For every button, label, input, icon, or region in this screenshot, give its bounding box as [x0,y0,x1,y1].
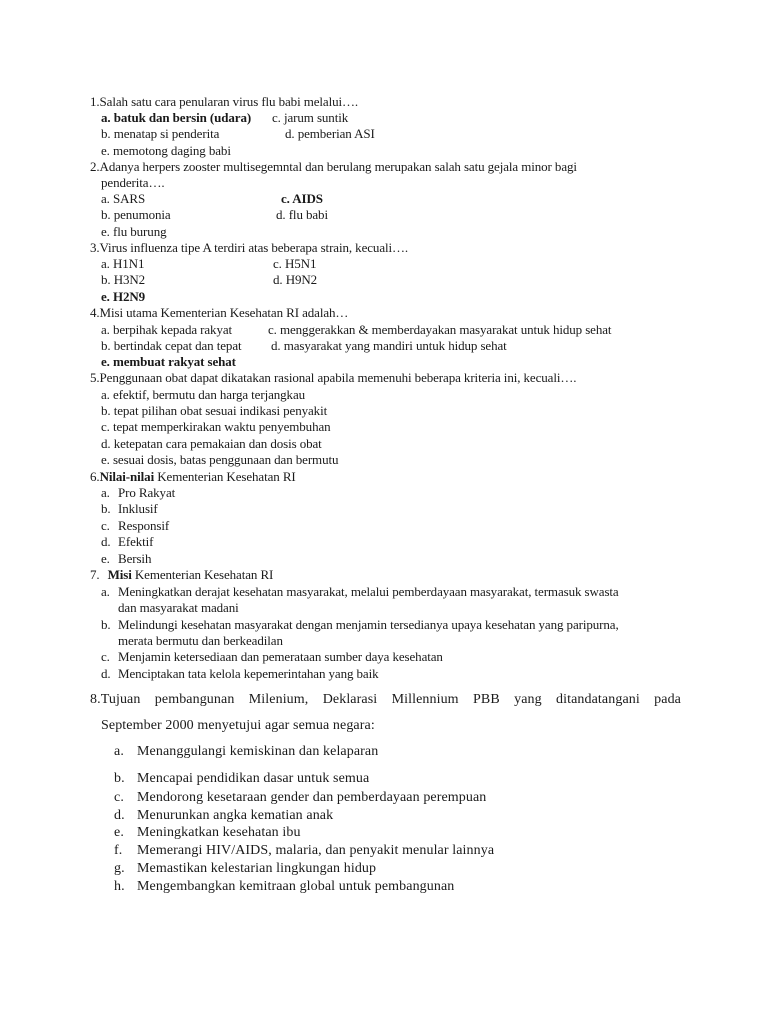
q6-item-e: Bersih [118,551,152,566]
q6-item-c: Responsif [118,518,170,533]
q6-item-e-marker: e. [101,551,110,566]
q7-item-b-line1: Melindungi kesehatan masyarakat dengan menjamin tersedianya upaya kesehatan yang paripurna, [118,617,619,632]
question-7-heading [90,567,273,583]
q2-option-c-answer: c. AIDS [281,191,323,206]
q6-item-a-marker: a. [101,485,110,500]
q8-item-e: Meningkatkan kesehatan ibu [137,825,301,840]
question-3-stem: 3.Virus influenza tipe A terdiri atas beberapa strain, kecuali…. [90,240,409,255]
q1-option-d: d. pemberian ASI [285,126,375,141]
q6-item-c-marker: c. [101,518,110,533]
q8-item-c: Mendorong kesetaraan gender dan pemberdayaan perempuan [137,790,487,805]
question-2-stem-line1: 2.Adanya herpers zooster multisegemntal dan berulang merupakan salah satu gejala minor bagi [90,159,577,174]
q7-heading-bold: Misi [107,567,132,582]
q3-option-a: a. H1N1 [101,256,145,271]
q7-item-c-marker: c. [101,649,110,664]
q2-option-a: a. SARS [101,191,146,206]
q8-item-f: Memerangi HIV/AIDS, malaria, dan penyakit menular lainnya [137,843,495,858]
q5-option-d: d. ketepatan cara pemakaian dan dosis obat [101,436,322,451]
question-4-stem: 4.Misi utama Kementerian Kesehatan RI adalah… [90,305,349,320]
q3-option-d: d. H9N2 [273,272,318,287]
q8-item-b-marker: b. [114,771,125,786]
q5-option-b: b. tepat pilihan obat sesuai indikasi penyakit [101,403,328,418]
q3-option-c: c. H5N1 [273,256,317,271]
q8-item-h-marker: h. [114,879,125,894]
q4-option-c: c. menggerakkan & memberdayakan masyarakat untuk hidup sehat [268,322,612,337]
question-6-heading [90,469,296,485]
q8-item-a: Menanggulangi kemiskinan dan kelaparan [137,744,379,759]
q7-heading-rest: Kementerian Kesehatan RI [131,567,274,582]
q7-item-b-line2: merata bermutu dan berkeadilan [118,633,283,648]
q4-option-b: b. bertindak cepat dan tepat [101,338,242,353]
question-1-stem: 1.Salah satu cara penularan virus flu babi melalui…. [90,94,359,109]
q8-item-e-marker: e. [114,825,124,840]
q8-item-a-marker: a. [114,744,124,759]
q2-option-e: e. flu burung [101,224,167,239]
q8-item-g: Memastikan kelestarian lingkungan hidup [137,861,377,876]
q8-item-g-marker: g. [114,861,125,876]
q7-item-a-line1: Meningkatkan derajat kesehatan masyarakat, melalui pemberdayaan masyarakat, termasuk swasta [118,584,619,599]
q4-option-d: d. masyarakat yang mandiri untuk hidup sehat [271,338,507,353]
q6-heading-rest: Kementerian Kesehatan RI [154,469,296,484]
q1-option-e: e. memotong daging babi [101,143,231,158]
q5-option-a: a. efektif, bermutu dan harga terjangkau [101,387,306,402]
q6-item-b-marker: b. [101,501,111,516]
q3-option-e-answer: e. H2N9 [101,289,146,304]
q6-item-d-marker: d. [101,534,111,549]
q1-option-b: b. menatap si penderita [101,126,220,141]
q7-item-d-marker: d. [101,666,111,681]
question-8-stem-line2: September 2000 menyetujui agar semua negara: [101,718,375,733]
q8-item-f-marker: f. [114,843,123,858]
q5-option-c: c. tepat memperkirakan waktu penyembuhan [101,419,331,434]
q1-option-a-answer: a. batuk dan bersin (udara) [101,110,252,125]
q6-number: 6. [90,469,100,484]
q6-item-a: Pro Rakyat [118,485,176,500]
question-8-stem-line1: 8.Tujuan pembangunan Milenium, Deklarasi Millennium PBB yang ditandatangani pada [90,692,681,707]
q7-item-d: Menciptakan tata kelola kepemerintahan yang baik [118,666,379,681]
q7-item-a-marker: a. [101,584,110,599]
question-5-stem: 5.Penggunaan obat dapat dikatakan rasional apabila memenuhi beberapa kriteria ini, kecuali…. [90,370,577,385]
q7-item-c: Menjamin ketersediaan dan pemerataan sumber daya kesehatan [118,649,443,664]
q6-item-d: Efektif [118,534,154,549]
q8-item-h: Mengembangkan kemitraan global untuk pembangunan [137,879,455,894]
q4-option-a: a. berpihak kepada rakyat [101,322,233,337]
question-2-stem-line2: penderita…. [101,175,165,190]
q8-item-d: Menurunkan angka kematian anak [137,808,334,823]
q3-option-b: b. H3N2 [101,272,146,287]
q6-heading-bold: Nilai-nilai [99,469,155,484]
q7-item-b-marker: b. [101,617,111,632]
q7-item-a-line2: dan masyarakat madani [118,600,239,615]
q8-item-c-marker: c. [114,790,124,805]
q2-option-b: b. penumonia [101,207,171,222]
q6-item-b: Inklusif [118,501,158,516]
q1-option-c: c. jarum suntik [272,110,349,125]
q2-option-d: d. flu babi [276,207,328,222]
q8-item-b: Mencapai pendidikan dasar untuk semua [137,771,370,786]
q7-number: 7. [90,567,100,582]
q8-item-d-marker: d. [114,808,125,823]
q4-option-e-answer: e. membuat rakyat sehat [101,354,236,369]
q5-option-e: e. sesuai dosis, batas penggunaan dan bermutu [101,452,339,467]
